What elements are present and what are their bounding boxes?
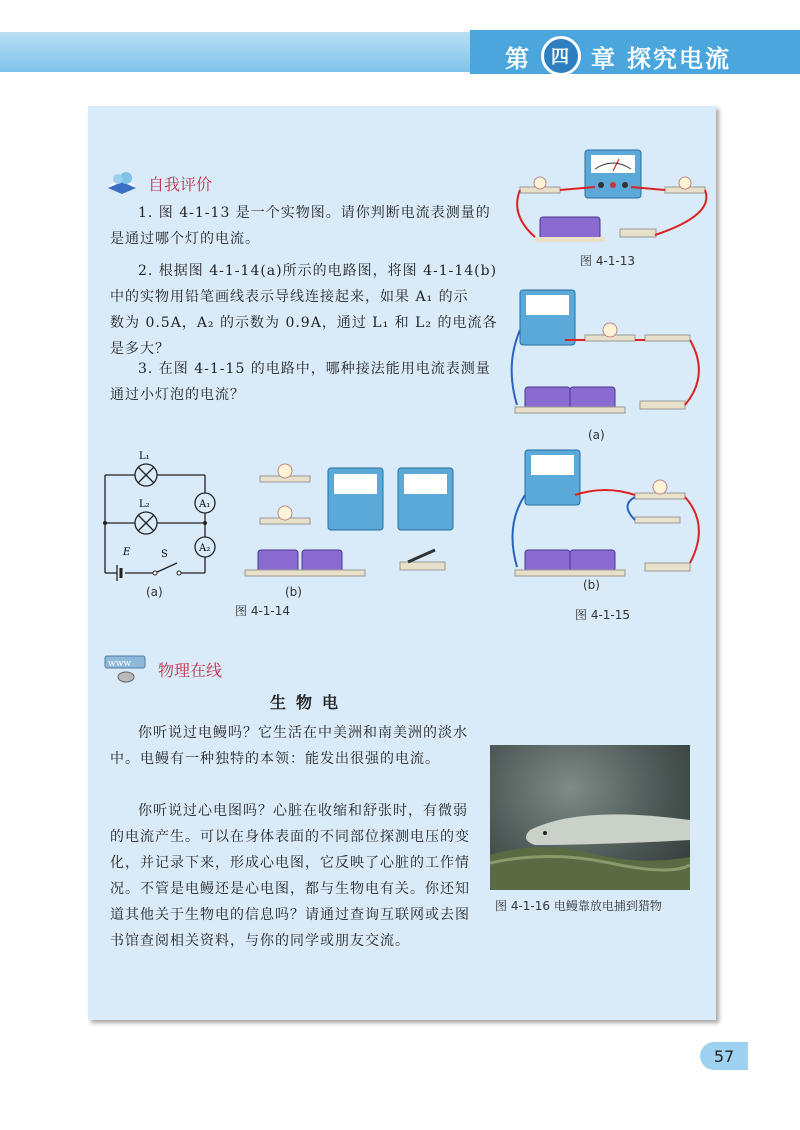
chapter-number-badge: 四 bbox=[541, 36, 581, 76]
www-mouse-icon bbox=[104, 655, 150, 683]
caption-a: (a) bbox=[146, 585, 163, 599]
label-L1: L₁ bbox=[139, 451, 150, 462]
article-title: 生物电 bbox=[270, 693, 349, 712]
caption-15-b: (b) bbox=[583, 578, 600, 592]
eel-photo bbox=[490, 745, 690, 890]
caption-15-a: (a) bbox=[588, 428, 605, 442]
label-E: E bbox=[123, 547, 131, 558]
page-number: 57 bbox=[700, 1042, 748, 1070]
figure-4-1-15-b bbox=[505, 445, 715, 580]
question-1: 1. 图 4-1-13 是一个实物图。请你判断电流表测量的是通过哪个灯的电流。 bbox=[110, 205, 491, 247]
figure-4-1-15-a bbox=[505, 285, 715, 415]
label-L2: L₂ bbox=[139, 499, 150, 510]
caption-4-1-16: 图 4-1-16 电鳗靠放电捕到猎物 bbox=[495, 899, 662, 913]
label-S: S bbox=[161, 549, 168, 560]
question-2 bbox=[110, 258, 505, 362]
caption-4-1-15: 图 4-1-15 bbox=[575, 608, 631, 622]
chapter-title bbox=[505, 36, 731, 76]
caption-b: (b) bbox=[285, 585, 302, 599]
article-paragraph-1: 你听说过电鳗吗？它生活在中美洲和南美洲的淡水中。电鳗有一种独特的本领：能发出很强的电流。 bbox=[110, 725, 468, 767]
components-b bbox=[240, 460, 465, 580]
label-A1: A₁ bbox=[199, 499, 211, 510]
chapter-prefix: 第 bbox=[505, 44, 531, 73]
question-3: 3. 在图 4-1-15 的电路中，哪种接法能用电流表测量通过小灯泡的电流？ bbox=[110, 361, 491, 403]
caption-4-1-14: 图 4-1-14 bbox=[235, 604, 291, 618]
q2-line: 中的实物用铅笔画线表示导线连接起来，如果 A₁ 的示 bbox=[110, 289, 469, 305]
self-eval-heading bbox=[104, 170, 212, 196]
article-paragraph-2: 你听说过心电图吗？心脏在收缩和舒张时，有微弱的电流产生。可以在身体表面的不同部位探测电压的变化，并记录下来，形成心电图，它反映了心脏的工作情况。不管是电鳗还是心电图，都与生物电有关。你还知道其他关于生物电的信息吗？请通过查询互联网或去图书馆查阅相关资料，与你的同学或朋友交流。 bbox=[110, 803, 470, 949]
self-eval-title: 自我评价 bbox=[148, 174, 213, 194]
chapter-name: 探究电流 bbox=[627, 44, 731, 73]
q2-line: 数为 0.5A，A₂ 的示数为 0.9A，通过 L₁ 和 L₂ 的电流各 bbox=[110, 315, 498, 331]
q2-line: 是多大？ bbox=[110, 341, 170, 357]
figure-4-1-13 bbox=[505, 145, 715, 245]
book-icon bbox=[104, 170, 140, 196]
label-A2: A₂ bbox=[199, 543, 211, 554]
circuit-diagram-a bbox=[95, 445, 230, 590]
chapter-suffix: 章 bbox=[591, 44, 617, 73]
eel-illustration bbox=[490, 745, 690, 890]
www-label: www bbox=[108, 659, 132, 669]
online-heading bbox=[104, 655, 222, 683]
online-title: 物理在线 bbox=[158, 660, 223, 680]
q2-line: 2. 根据图 4-1-14(a)所示的电路图，将图 4-1-14(b) bbox=[138, 263, 498, 279]
caption-4-1-13: 图 4-1-13 bbox=[580, 254, 636, 268]
